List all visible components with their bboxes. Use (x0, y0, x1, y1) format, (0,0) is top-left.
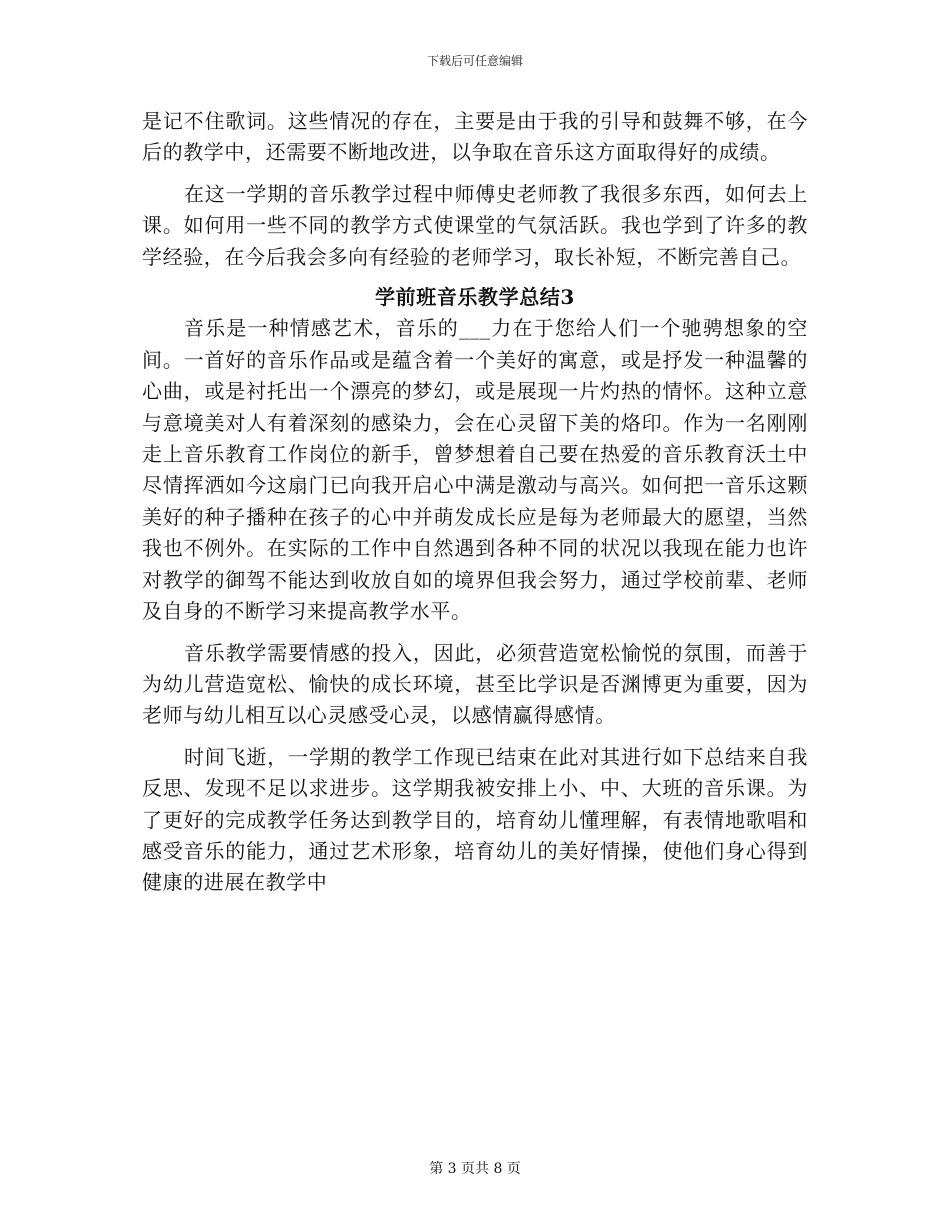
page-header: 下载后可任意编辑 (426, 54, 523, 68)
paragraph-1: 是记不住歌词。这些情况的存在，主要是由于我的引导和鼓舞不够，在今后的教学中，还需要不断地改进，以争取在音乐这方面取得好的成绩。 (142, 109, 808, 165)
paragraph-3: 音乐是一种情感艺术，音乐的___力在于您给人们一个驰骋想象的空间。一首好的音乐作品或是蕴含着一个美好的寓意，或是抒发一种温馨的心曲，或是衬托出一个漂亮的梦幻，或是展现一片灼热的情怀。这种立意与意境美对人有着深刻的感染力，会在心灵留下美的烙印。作为一名刚刚走上音乐教育工作岗位的新手，曾梦想着自己要在热爱的音乐教育沃土中尽情挥洒如今这扇门已向我开启心中满是激动与高兴。如何把一音乐这颗美好的种子播种在孩子的心中并萌发成长应是每为老师最大的愿望，当然我也不例外。在实际的工作中自然遇到各种不同的状况以我现在能力也许对教学的御驾不能达到收放自如的境界但我会努力，通过学校前辈、老师及自身的不断学习来提高教学水平。 (142, 316, 808, 624)
paragraph-4: 音乐教学需要情感的投入，因此，必须营造宽松愉悦的氛围，而善于为幼儿营造宽松、愉快的成长环境，甚至比学识是否渊博更为重要，因为老师与幼儿相互以心灵感受心灵，以感情赢得感情。 (142, 640, 808, 728)
document-body (142, 106, 808, 899)
paragraph-2: 在这一学期的音乐教学过程中师傅史老师教了我很多东西，如何去上课。如何用一些不同的教学方式使课堂的气氛活跃。我也学到了许多的教学经验，在今后我会多向有经验的老师学习，取长补短，不断完善自己。 (142, 181, 808, 269)
section-title: 学前班音乐教学总结3 (375, 285, 575, 310)
page-footer: 第 3 页共 8 页 (429, 1161, 521, 1177)
paragraph-5: 时间飞逝，一学期的教学工作现已结束在此对其进行如下总结来自我反思、发现不足以求进步。这学期我被安排上小、中、大班的音乐课。为了更好的完成教学任务达到教学目的，培育幼儿懂理解，有表情地歌唱和感受音乐的能力，通过艺术形象，培育幼儿的美好情操，使他们身心得到健康的进展在教学中 (142, 744, 808, 895)
